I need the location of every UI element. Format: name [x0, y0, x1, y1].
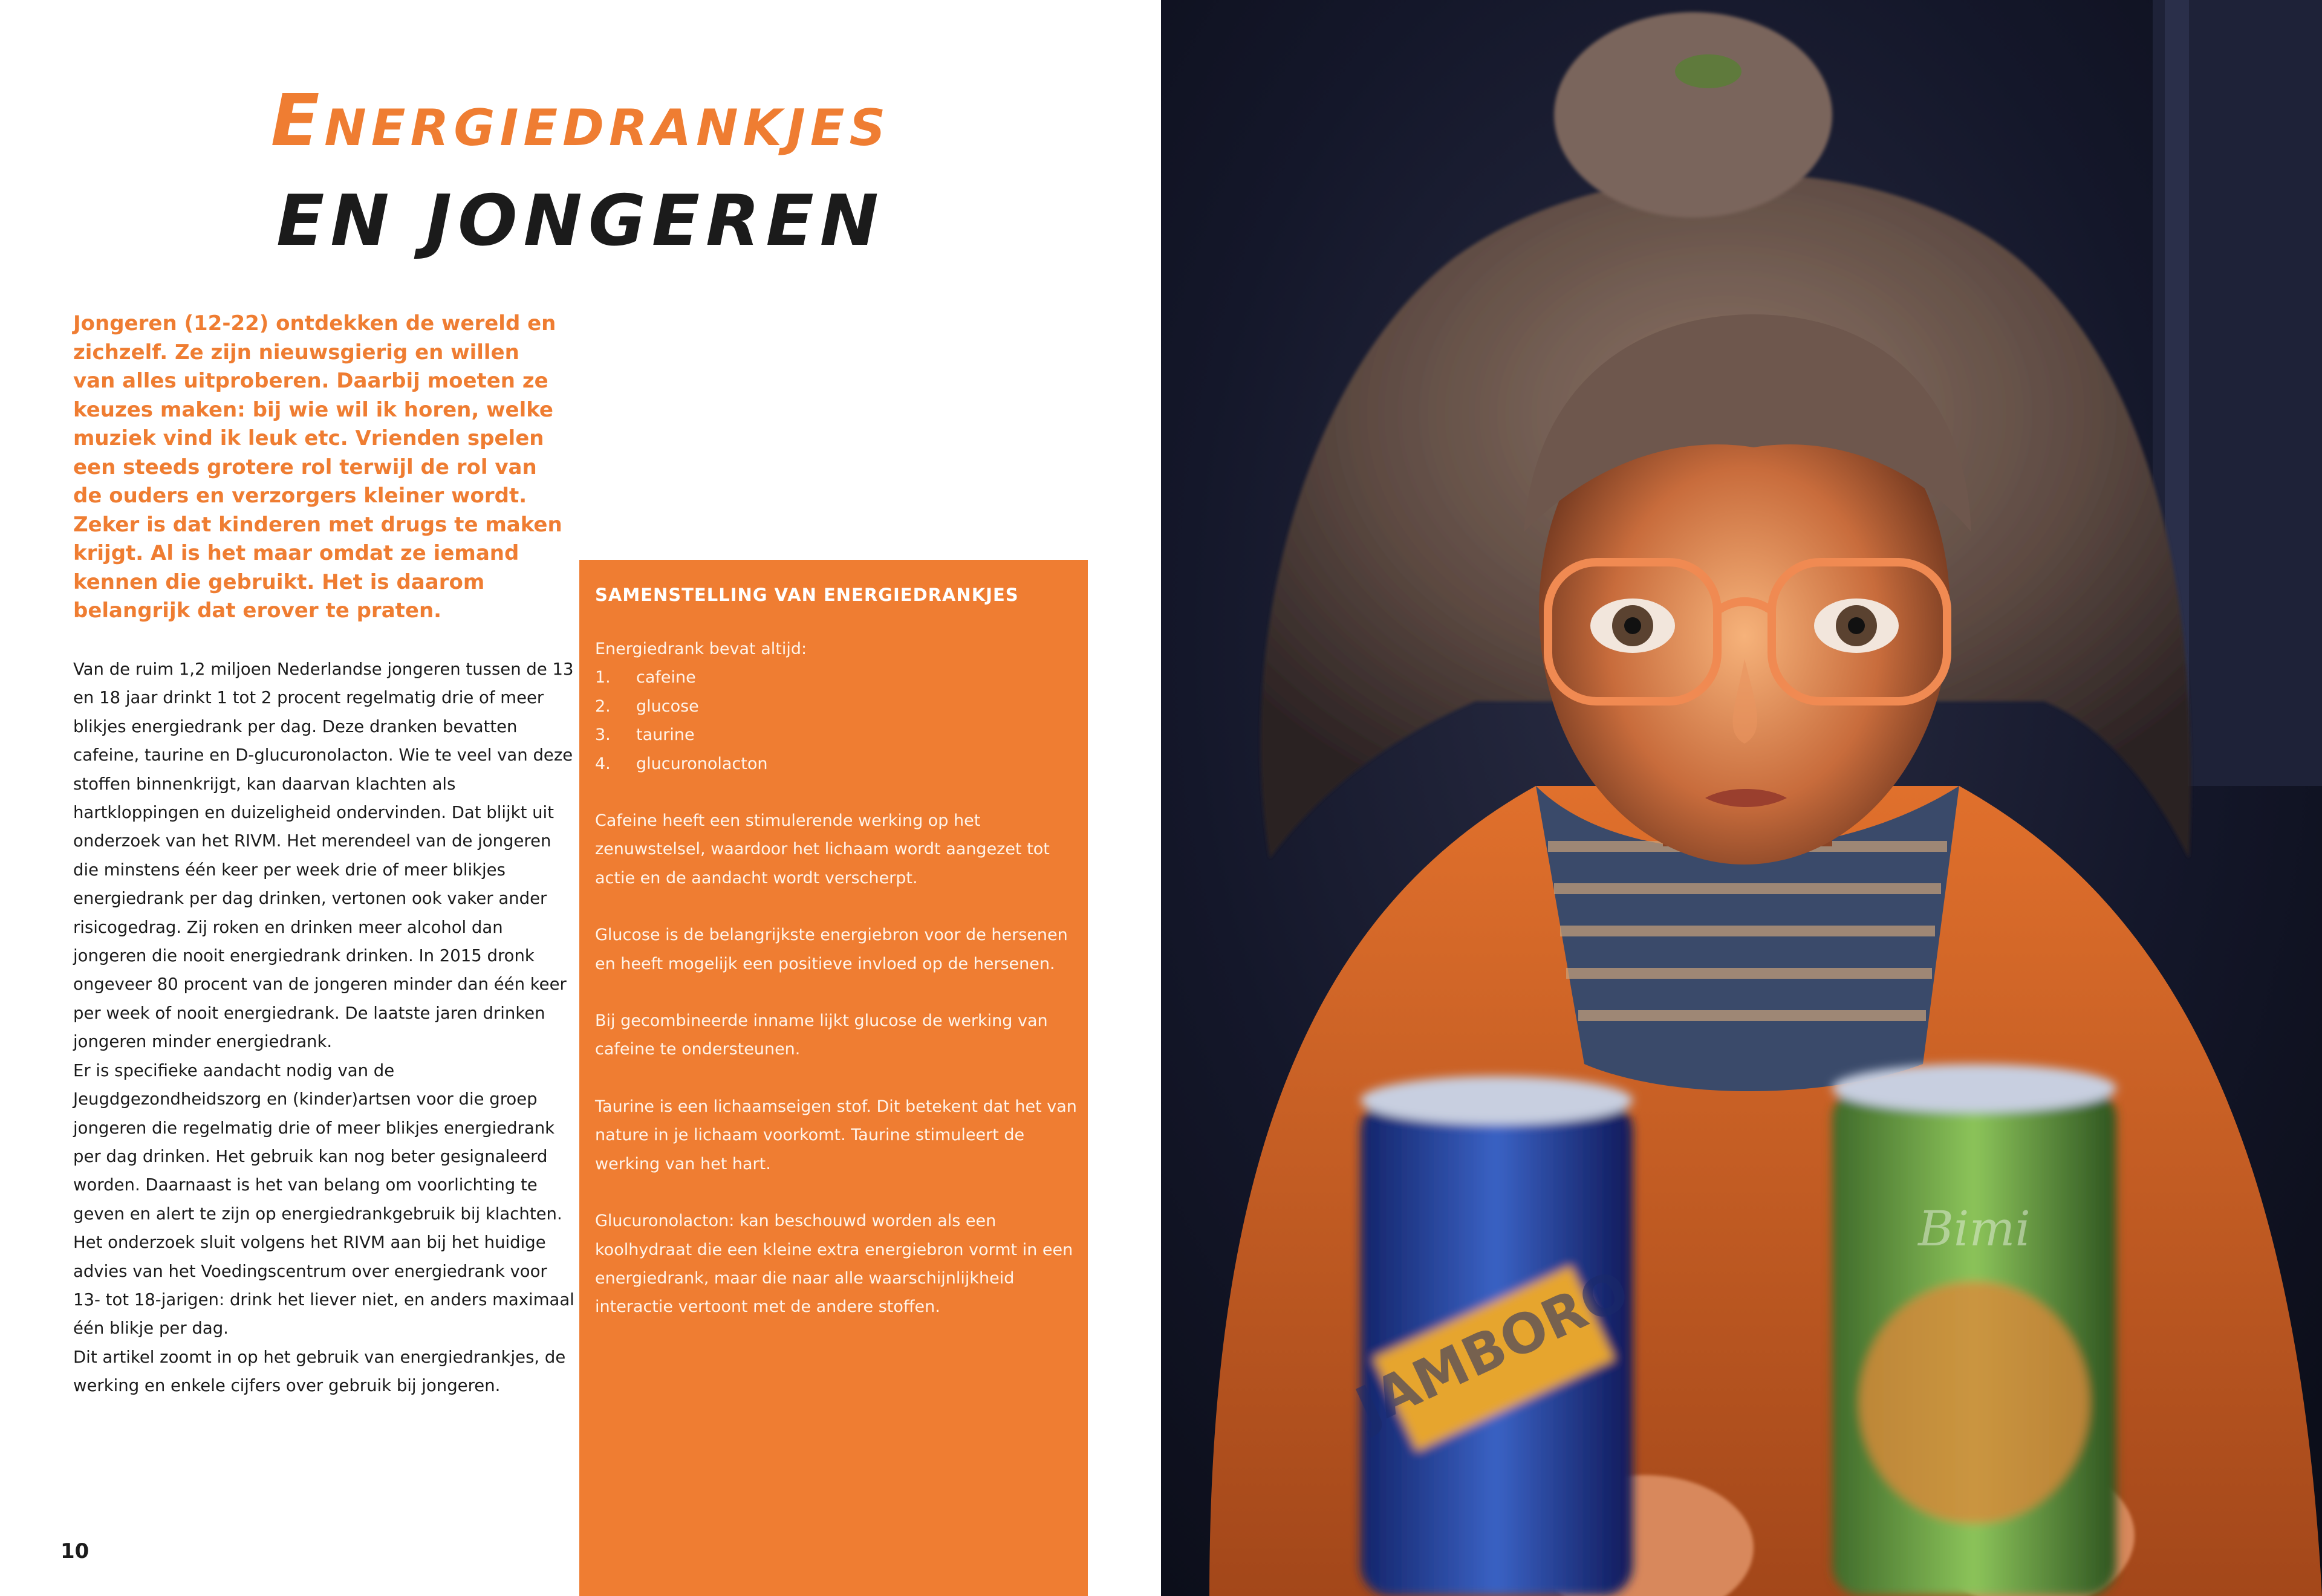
list-number: 3. — [595, 725, 611, 745]
list-item — [595, 750, 1088, 778]
left-pupil — [1624, 617, 1641, 634]
body-paragraph: Het onderzoek sluit volgens het RIVM aan bij het huidige advies van het Voedingscentrum over energiedrank voor 13- tot 18-jarigen: drink het liever niet, en anders maximaal één blikje per dag. — [73, 1233, 574, 1338]
page-number: 10 — [60, 1539, 89, 1563]
list-item — [595, 663, 1088, 692]
title-line-1: Energiedrankjes — [270, 79, 891, 162]
sidebar-paragraph: Taurine is een lichaamseigen stof. Dit betekent dat het van nature in je lichaam voorkomt. Taurine stimuleert de werking van het hart. — [595, 1097, 1077, 1173]
sidebar-heading: SAMENSTELLING VAN ENERGIEDRANKJES — [595, 585, 1019, 605]
list-label: glucuronolacton — [636, 754, 768, 773]
can-right-label: Bimi — [1918, 1201, 2031, 1257]
can-left-label: JAMBORO — [1347, 1258, 1639, 1439]
sidebar-paragraph: Glucuronolacton: kan beschouwd worden als een koolhydraat die een kleine extra energiebron vormt in een energiedrank, maar die naar alle waarschijnlijkheid interactie vertoont met de andere stoffen. — [595, 1212, 1073, 1317]
girl-energy-drink-photo — [1161, 0, 2322, 1596]
ingredient-list — [595, 663, 1088, 778]
list-number: 4. — [595, 754, 611, 773]
list-item — [595, 692, 1088, 721]
sidebar-paragraph: Bij gecombineerde inname lijkt glucose de werking van cafeine te ondersteunen. — [595, 1011, 1048, 1059]
sidebar-intro: Energiedrank bevat altijd: — [595, 640, 807, 658]
energy-can-right — [1832, 1064, 2116, 1596]
hair-bun — [1554, 12, 1832, 218]
list-label: glucose — [636, 696, 699, 716]
list-number: 2. — [595, 696, 611, 716]
body-paragraph: Van de ruim 1,2 miljoen Nederlandse jongeren tussen de 13 en 18 jaar drinkt 1 tot 2 procent regelmatig drie of meer blikjes energiedrank per dag. Deze dranken bevatten cafeine, taurine en D-glucuronolacton. Wie te veel van deze stoffen binnenkrijgt, kan daarvan klachten als hartkloppingen en duizeligheid ondervinden. Dat blijkt uit onderzoek van het RIVM. Het merendeel van de jongeren die minstens één keer per week drie of meer blikjes energiedrank per dag drinken, vertonen ook vaker ander risicogedrag. Zij roken en drinken meer alcohol dan jongeren die nooit energiedrank drinken. In 2015 dronk ongeveer 80 procent van de jongeren minder dan één keer per week of nooit energiedrank. De laatste jaren drinken jongeren minder energiedrank. — [73, 660, 574, 1052]
hair-tie — [1675, 54, 1742, 88]
sidebar-paragraph: Glucose is de belangrijkste energiebron voor de hersenen en heeft mogelijk een positieve invloed op de hersenen. — [595, 926, 1068, 973]
body-text — [73, 655, 575, 1401]
list-number: 1. — [595, 668, 611, 687]
sidebar-paragraph: Cafeine heeft een stimulerende werking op het zenuwstelsel, waardoor het lichaam wordt aangezet tot actie en de aandacht wordt verscherpt. — [595, 811, 1050, 887]
title-line-2: EN JONGEREN — [276, 180, 885, 262]
body-paragraph: Er is specifieke aandacht nodig van de Jeugdgezondheidszorg en (kinder)artsen voor die groep jongeren die regelmatig drie of meer blikjes energiedrank per dag drinken. Het gebruik kan nog beter gesignaleerd worden. Daarnaast is het van belang om voorlichting te geven en alert te zijn op energiedrankgebruik bij klachten. — [73, 1060, 562, 1224]
intro-paragraph: Jongeren (12-22) ontdekken de wereld en zichzelf. Ze zijn nieuwsgierig en willen van alles uitproberen. Daarbij moeten ze keuzes maken: bij wie wil ik horen, welke muziek vind ik leuk etc. Vrienden spelen een steeds grotere rol terwijl de rol van de ouders en verzorgers kleiner wordt. Zeker is dat kinderen met drugs te maken krijgt. Al is het maar omdat ze iemand kennen die gebruikt. Het is daarom belangrijk dat erover te praten. — [73, 311, 562, 623]
ingredients-sidebar — [579, 560, 1088, 1596]
list-label: cafeine — [636, 668, 696, 687]
right-pupil — [1848, 617, 1865, 634]
body-paragraph: Dit artikel zoomt in op het gebruik van energiedrankjes, de werking en enkele cijfers over gebruik bij jongeren. — [73, 1347, 566, 1396]
list-item — [595, 721, 1088, 749]
list-label: taurine — [636, 725, 695, 745]
